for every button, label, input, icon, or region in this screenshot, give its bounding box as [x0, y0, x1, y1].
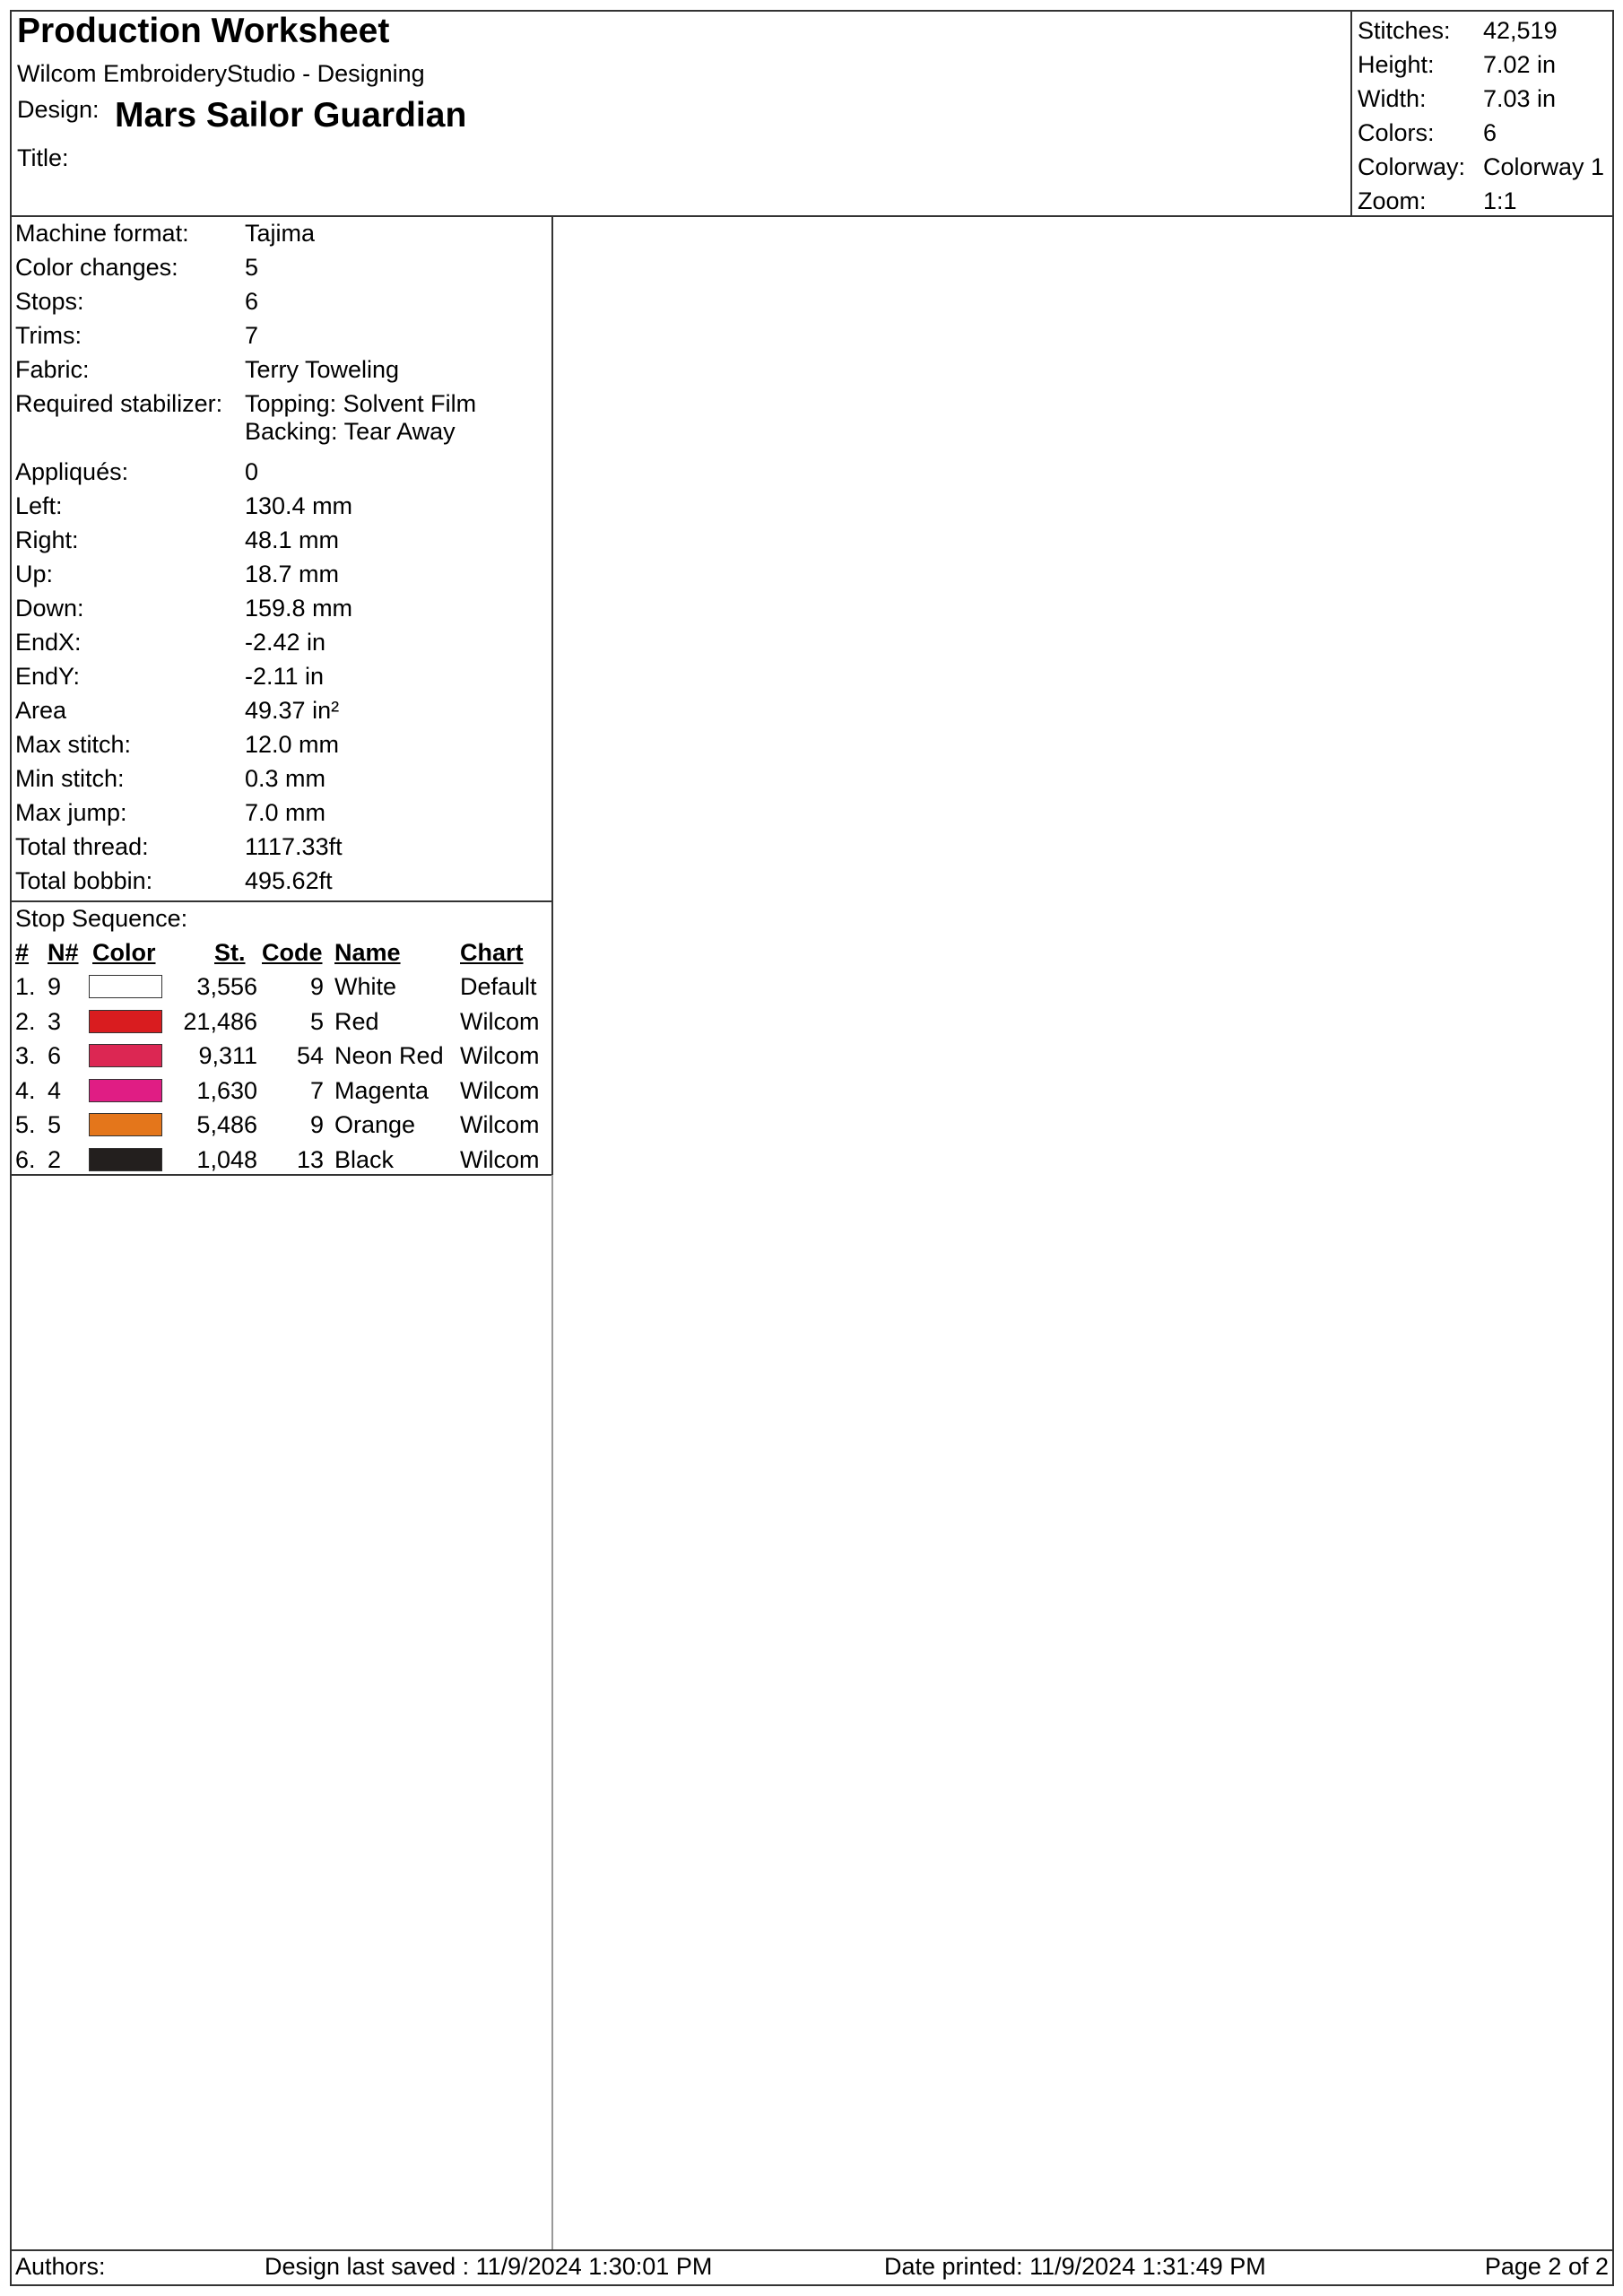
info-row: Total bobbin: 495.62ft [15, 867, 333, 894]
design-name: Mars Sailor Guardian [115, 96, 467, 135]
info-row: EndY: -2.11 in [15, 663, 325, 690]
stop-number: 2. [15, 1007, 36, 1035]
info-row: Fabric: Terry Toweling [15, 356, 400, 383]
col-header-name: Name [334, 939, 401, 966]
color-swatch [89, 1113, 162, 1136]
page-title: Production Worksheet [17, 12, 390, 50]
info-row: Required stabilizer: Topping: Solvent Film [15, 390, 477, 417]
needle-number: 9 [48, 973, 62, 1000]
stop-sequence-title: Stop Sequence: [15, 905, 188, 932]
summary-panel: Stitches: 42,519 Height: 7.02 in Width: 7.03 in Colors: 6 Colorway: Colorway 1 Zoom: 1:1 [1350, 10, 1614, 217]
stitch-count: 5,486 [196, 1111, 257, 1138]
needle-number: 6 [48, 1042, 62, 1069]
thread-code: 9 [309, 973, 324, 1000]
design-info-panel [10, 216, 553, 902]
title-label: Title: [17, 144, 69, 171]
col-header-stitches: St. [214, 939, 246, 966]
info-row: Trims: 7 [15, 322, 259, 349]
info-row: Down: 159.8 mm [15, 595, 353, 622]
info-row: Total thread: 1117.33ft [15, 833, 343, 860]
thread-chart: Wilcom [460, 1042, 540, 1069]
color-swatch [89, 1044, 162, 1067]
footer-date-printed: Date printed: 11/9/2024 1:31:49 PM [884, 2253, 1266, 2280]
thread-code: 5 [309, 1007, 324, 1035]
col-header-color: Color [92, 939, 156, 966]
info-row: Min stitch: 0.3 mm [15, 765, 326, 792]
info-row: EndX: -2.42 in [15, 629, 326, 656]
color-swatch [89, 1010, 162, 1033]
thread-chart: Wilcom [460, 1076, 540, 1104]
thread-name: White [334, 973, 397, 1000]
worksheet-header [10, 10, 1351, 217]
stop-number: 3. [15, 1042, 36, 1069]
col-header-code: Code [262, 939, 323, 966]
stitch-count: 3,556 [196, 973, 257, 1000]
info-row: Color changes: 5 [15, 254, 259, 281]
info-row: Left: 130.4 mm [15, 492, 353, 519]
info-row: Right: 48.1 mm [15, 526, 340, 553]
col-header-needle: N# [48, 939, 79, 966]
thread-code: 9 [309, 1111, 324, 1138]
info-row: Max jump: 7.0 mm [15, 799, 326, 826]
color-swatch [89, 1079, 162, 1102]
thread-chart: Wilcom [460, 1111, 540, 1138]
stop-number: 5. [15, 1111, 36, 1138]
thread-code: 7 [309, 1076, 324, 1104]
color-swatch [89, 1148, 162, 1171]
footer-last-saved: Design last saved : 11/9/2024 1:30:01 PM [265, 2253, 713, 2280]
footer-authors: Authors: [15, 2253, 106, 2280]
thread-code: 54 [296, 1042, 324, 1069]
col-header-chart: Chart [460, 939, 524, 966]
col-header-num: # [15, 939, 30, 966]
info-row: Machine format: Tajima [15, 220, 316, 247]
thread-code: 13 [296, 1145, 324, 1173]
app-name: Wilcom EmbroideryStudio - Designing [17, 60, 425, 87]
stop-number: 4. [15, 1076, 36, 1104]
needle-number: 3 [48, 1007, 62, 1035]
thread-chart: Wilcom [460, 1007, 540, 1035]
footer-page-number: Page 2 of 2 [1484, 2253, 1609, 2280]
thread-chart: Default [460, 973, 537, 1000]
thread-name: Red [334, 1007, 379, 1035]
stop-sequence-panel [10, 901, 553, 1176]
thread-name: Neon Red [334, 1042, 444, 1069]
stitch-count: 9,311 [198, 1042, 257, 1069]
stop-number: 6. [15, 1145, 36, 1173]
info-row: Stops: 6 [15, 288, 259, 315]
thread-name: Magenta [334, 1076, 430, 1104]
stitch-count: 1,630 [196, 1076, 257, 1104]
needle-number: 5 [48, 1111, 62, 1138]
stitch-count: 1,048 [196, 1145, 257, 1173]
design-label: Design: [17, 96, 100, 123]
worksheet-footer [10, 2249, 1614, 2286]
stop-number: 1. [15, 973, 36, 1000]
info-row-continued: Backing: Tear Away [245, 418, 456, 445]
info-row: Area 49.37 in² [15, 697, 340, 724]
needle-number: 2 [48, 1145, 62, 1173]
info-row: Appliqués: 0 [15, 458, 259, 485]
thread-chart: Wilcom [460, 1145, 540, 1173]
info-row: Max stitch: 12.0 mm [15, 731, 340, 758]
thread-name: Orange [334, 1111, 416, 1138]
stitch-count: 21,486 [183, 1007, 257, 1035]
needle-number: 4 [48, 1076, 62, 1104]
left-column-blank [10, 1175, 553, 2251]
color-swatch [89, 975, 162, 998]
thread-name: Black [334, 1145, 395, 1173]
info-row: Up: 18.7 mm [15, 561, 340, 587]
